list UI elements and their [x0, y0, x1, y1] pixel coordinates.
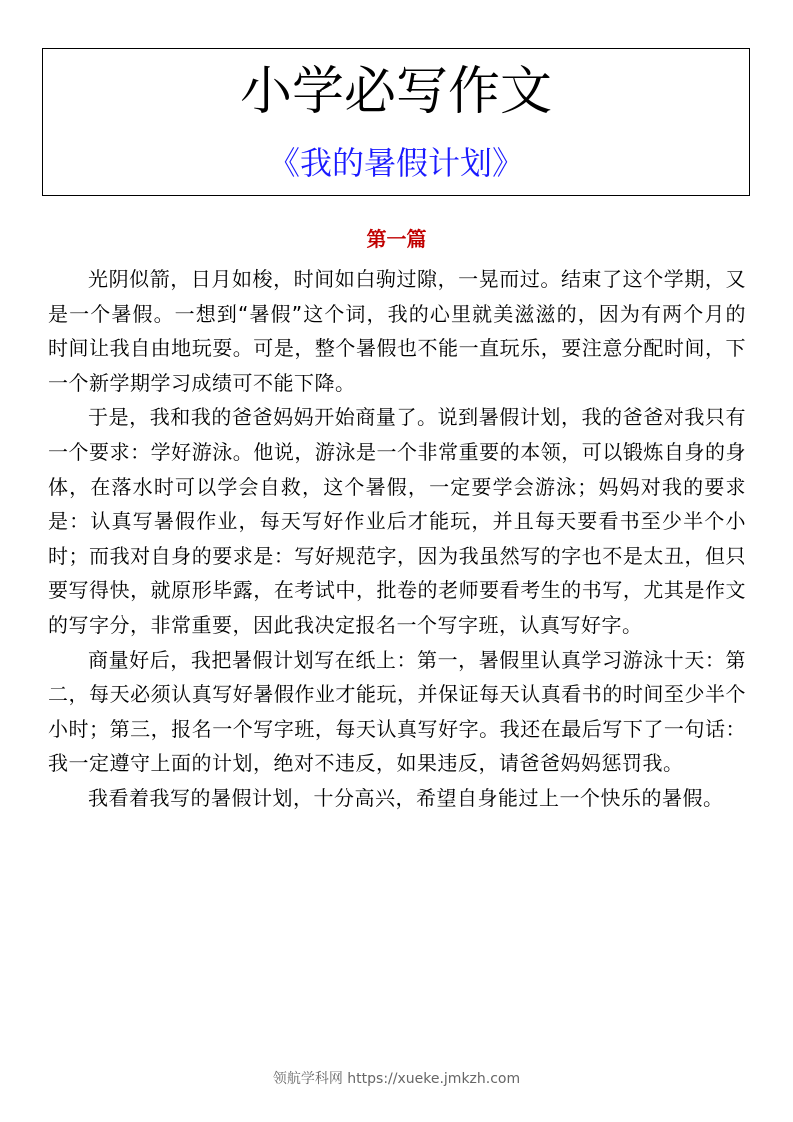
page-title: 小学必写作文	[239, 62, 552, 122]
footer-watermark: 领航学科网 https://xueke.jmkzh.com	[272, 1071, 521, 1087]
paragraph-1: 光阴似箭，日月如梭，时间如白驹过隙，一晃而过。结束了这个学期，又是一个暑假。一想到“暑假”这个词，我的心里就美滋滋的，因为有两个月的时间让我自由地玩耍。可是，整个暑假也不能一直玩乐，要注意分配时间，下一个新学期学习成绩可不能下降。	[48, 267, 746, 395]
title-box	[42, 48, 750, 196]
essay-body	[48, 262, 746, 816]
essay-title: 《我的暑假计划》	[267, 144, 524, 182]
paragraph-3: 商量好后，我把暑假计划写在纸上：第一，暑假里认真学习游泳十天：第二，每天必须认真写好暑假作业才能玩，并保证每天认真看书的时间至少半个小时；第三，报名一个写字班，每天认真写好字。我还在最后写下了一句话：我一定遵守上面的计划，绝对不违反，如果违反，请爸爸妈妈惩罚我。	[48, 647, 746, 776]
chapter-heading: 第一篇	[366, 227, 427, 251]
paragraph-2: 于是，我和我的爸爸妈妈开始商量了。说到暑假计划，我的爸爸对我只有一个要求：学好游泳。他说，游泳是一个非常重要的本领，可以锻炼自身的身体，在落水时可以学会自救，这个暑假，一定要学会游泳；妈妈对我的要求是：认真写暑假作业，每天写好作业后才能玩，并且每天要看书至少半个小时；而我对自身的要求是：写好规范字，因为我虽然写的字也不是太丑，但只要写得快，就原形毕露，在考试中，批卷的老师要看考生的书写，尤其是作文的写字分，非常重要，因此我决定报名一个写字班，认真写好字。	[48, 405, 746, 637]
paragraph-4: 我看着我写的暑假计划，十分高兴，希望自身能过上一个快乐的暑假。	[88, 785, 724, 810]
